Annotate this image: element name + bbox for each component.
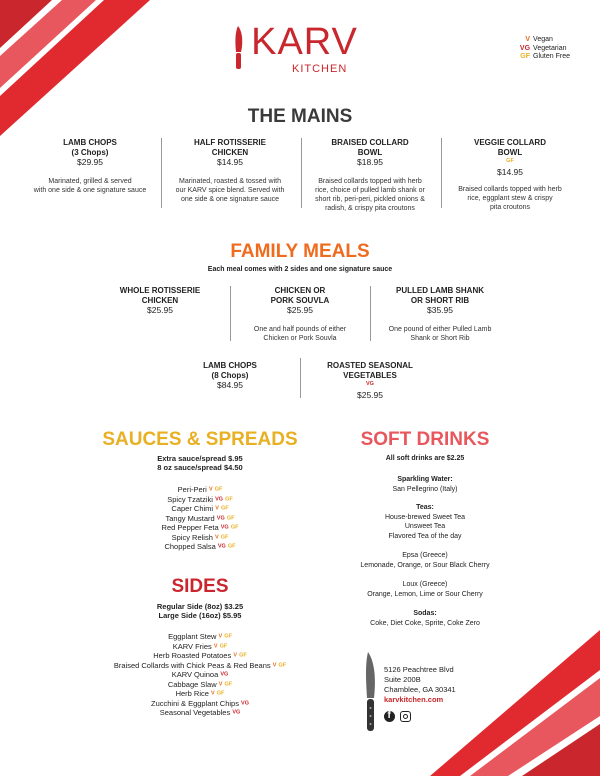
legend-row: GF Gluten Free (520, 53, 570, 60)
address-line: 5126 Peachtree Blvd (384, 665, 454, 674)
address-line: Chamblee, GA 30341 (384, 685, 456, 694)
sides-title: SIDES (171, 576, 229, 597)
menu-item: LAMB CHOPS (8 Chops) $84.95 (203, 361, 257, 390)
menu-item: WHOLE ROTISSERIE CHICKEN $25.95 (119, 286, 201, 315)
list-item: Zucchini & Eggplant Chips VG (150, 698, 249, 708)
divider (301, 138, 302, 208)
drink-group: Teas: House-brewed Sweet Tea Unsweet Tea Flavored Tea of the day (384, 504, 466, 540)
knife-icon (364, 652, 378, 732)
soft-drinks-subtitle: All soft drinks are $2.25 (385, 455, 465, 462)
list-item: Peri-Peri V GF (177, 485, 223, 494)
soft-drinks-title: SOFT DRINKS (360, 429, 490, 450)
menu-item: LAMB CHOPS (3 Chops) $29.95 Marinated, grilled & served with one side & one signature sauce (33, 138, 147, 194)
list-item: Red Pepper Feta VG GF (161, 523, 239, 533)
menu-item: HALF ROTISSERIE CHICKEN $14.95 Marinated, roasted & tossed with our KARV spice blend. Served with one side & one signature sauce (175, 138, 285, 203)
mains-title: THE MAINS (247, 106, 353, 127)
list-item: Herb Rice V GF (175, 689, 225, 699)
list-item: Chopped Salsa VG GF (164, 542, 236, 552)
side-list (90, 632, 310, 718)
logo-wordmark: KARV (251, 21, 358, 63)
menu-item: PULLED LAMB SHANK OR SHORT RIB $35.95 One pound of either Pulled Lamb Shank or Short Rib (388, 286, 492, 342)
vegetarian-tag: VG (366, 381, 374, 387)
drink-group: Epsa (Greece) Lemonade, Orange, or Sour Black Cherry (360, 552, 490, 569)
family-meals-title: FAMILY MEALS (230, 241, 370, 262)
list-item: Cabbage Slaw V GF (167, 679, 233, 689)
menu-item: CHICKEN OR PORK SOUVLA $25.95 One and half pounds of either Chicken or Pork Souvla (253, 286, 347, 342)
instagram-icon[interactable] (400, 711, 411, 722)
facebook-icon[interactable]: f (384, 711, 395, 722)
list-item: KARV Fries V GF (172, 641, 228, 651)
list-item: Eggplant Stew V GF (168, 632, 232, 641)
address-line: Suite 200B (384, 675, 421, 684)
divider (441, 138, 442, 208)
list-item: Herb Roasted Potatoes V GF (153, 651, 247, 661)
divider (370, 286, 371, 341)
legend-row: VG Vegetarian (519, 44, 567, 52)
menu-item: BRAISED COLLARD BOWL $18.95 Braised collards topped with herb rice, choice of pulled lamb shank or short rib, peri-peri, pickled onions & radish, & crispy pita croutons (315, 138, 425, 212)
drink-group: Sparkling Water: San Pellegrino (Italy) (392, 476, 458, 493)
list-item: Braised Collards with Chick Peas & Red Beans V GF (113, 660, 287, 670)
list-item: Seasonal Vegetables VG (159, 708, 241, 718)
gluten-free-tag: GF (506, 158, 514, 164)
drink-list (310, 475, 540, 628)
side-prices: Regular Side (8oz) $3.25 Large Side (16oz) $5.95 (156, 602, 244, 620)
drink-group: Sodas: Coke, Diet Coke, Sprite, Coke Zero (370, 610, 480, 627)
list-item: Spicy Relish V GF (171, 532, 229, 542)
website-link[interactable]: karvkitchen.com (384, 695, 444, 704)
divider (161, 138, 162, 208)
menu-item: ROASTED SEASONAL VEGETABLES VG $25.95 (310, 361, 430, 400)
drink-group: Loux (Greece) Orange, Lemon, Lime or Sour Cherry (367, 581, 483, 598)
menu-item: VEGGIE COLLARD BOWL GF $14.95 Braised collards topped with herb rice, eggplant stew & crispy pita croutons (450, 138, 570, 212)
divider (300, 358, 301, 398)
list-item: Spicy Tzatziki VG GF (167, 494, 233, 504)
logo-subtitle: KITCHEN (292, 63, 348, 75)
dietary-legend (516, 36, 570, 62)
list-item: Tangy Mustard VG GF (165, 513, 235, 523)
sauces-title: SAUCES & SPREADS (102, 429, 298, 450)
sauce-prices: Extra sauce/spread $.95 8 oz sauce/spread $4.50 (157, 454, 243, 472)
address-block (384, 665, 456, 705)
sauce-list (100, 485, 300, 552)
list-item: KARV Quinoa VG (171, 670, 229, 680)
divider (230, 286, 231, 341)
family-meals-subtitle: Each meal comes with 2 sides and one signature sauce (207, 266, 393, 273)
legend-row: V Vegan (525, 36, 553, 43)
list-item: Caper Chimi V GF (171, 504, 229, 514)
